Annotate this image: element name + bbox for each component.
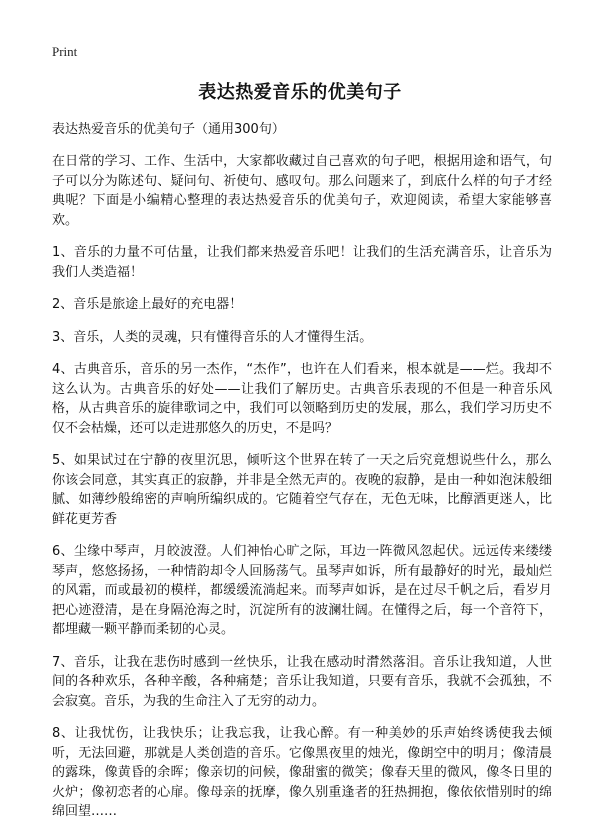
quote-paragraph-7: 7、音乐，让我在悲伤时感到一丝快乐，让我在感动时潸然落泪。音乐让我知道，人世间的各种欢乐，各种辛酸，各种痛楚；音乐让我知道，只要有音乐，我就不会孤独，不会寂寞。音乐，为我的生命注入了无穷的动力。	[52, 654, 552, 709]
print-link[interactable]: Print	[52, 44, 78, 59]
quote-paragraph-5: 5、如果试过在宁静的夜里沉思，倾听这个世界在转了一天之后究竟想说些什么，那么你该会同意，其实真正的寂静，并非是全然无声的。夜晚的寂静，是由一种如泡沫般细腻、如薄纱般绵密的声响所编织成的。它随着空气存在，无色无味，比醇酒更迷人，比鲜花更芳香	[52, 453, 552, 527]
quote-paragraph-8: 8、让我忧伤，让我快乐；让我忘我，让我心醉。有一种美妙的乐声始终诱使我去倾听，无法回避，那就是人类创造的音乐。它像黑夜里的烛光，像朗空中的明月；像清晨的露珠，像黄昏的余晖；像亲切的问候，像甜蜜的微笑；像春天里的微风，像冬日里的火炉；像初恋者的心扉。像母亲的抚摩，像久别重逢者的狂热拥抱，像依依惜别时的绵绵回望……	[52, 726, 552, 819]
quote-paragraph-1: 1、音乐的力量不可估量，让我们都来热爱音乐吧！让我们的生活充满音乐，让音乐为我们人类造福！	[52, 245, 552, 280]
quote-paragraph-6: 6、尘缘中琴声，月皎波澄。人们神怡心旷之际，耳边一阵微风忽起伏。远远传来缕缕琴声，悠悠扬扬，一种情韵却令人回肠荡气。虽琴声如诉，所有最静好的时光，最灿烂的风霜，而或最初的模样，都缓缓流淌起来。而琴声如诉，是在过尽千帆之后，看岁月把心迹澄清，是在身隔沧海之时，沉淀所有的波澜壮阔。在懂得之后，每一个音符下，都埋藏一颗平静而柔韧的心灵。	[52, 544, 552, 637]
quote-paragraph-2: 2、音乐是旅途上最好的充电器！	[52, 297, 243, 312]
article-subtitle: 表达热爱音乐的优美句子（通用300句）	[52, 122, 285, 137]
page-title: 表达热爱音乐的优美句子	[198, 82, 402, 103]
intro-paragraph: 在日常的学习、工作、生活中，大家都收藏过自己喜欢的句子吧，根据用途和语气，句子可以分为陈述句、疑问句、祈使句、感叹句。那么问题来了，到底什么样的句子才经典呢？下面是小编精心整理的表达热爱音乐的优美句子，欢迎阅读，希望大家能够喜欢。	[52, 154, 552, 228]
article-body	[52, 120, 552, 835]
quote-paragraph-4: 4、古典音乐，音乐的另一杰作，“杰作”，也许在人们看来，根本就是——烂。我却不这么认为。古典音乐的好处——让我们了解历史。古典音乐表现的不但是一种音乐风格，从古典音乐的旋律歌词之中，我们可以领略到历史的发展，那么，我们学习历史不仅不会枯燥，还可以走进那悠久的历史，不是吗？	[52, 362, 552, 436]
quote-paragraph-3: 3、音乐，人类的灵魂，只有懂得音乐的人才懂得生活。	[52, 329, 373, 345]
